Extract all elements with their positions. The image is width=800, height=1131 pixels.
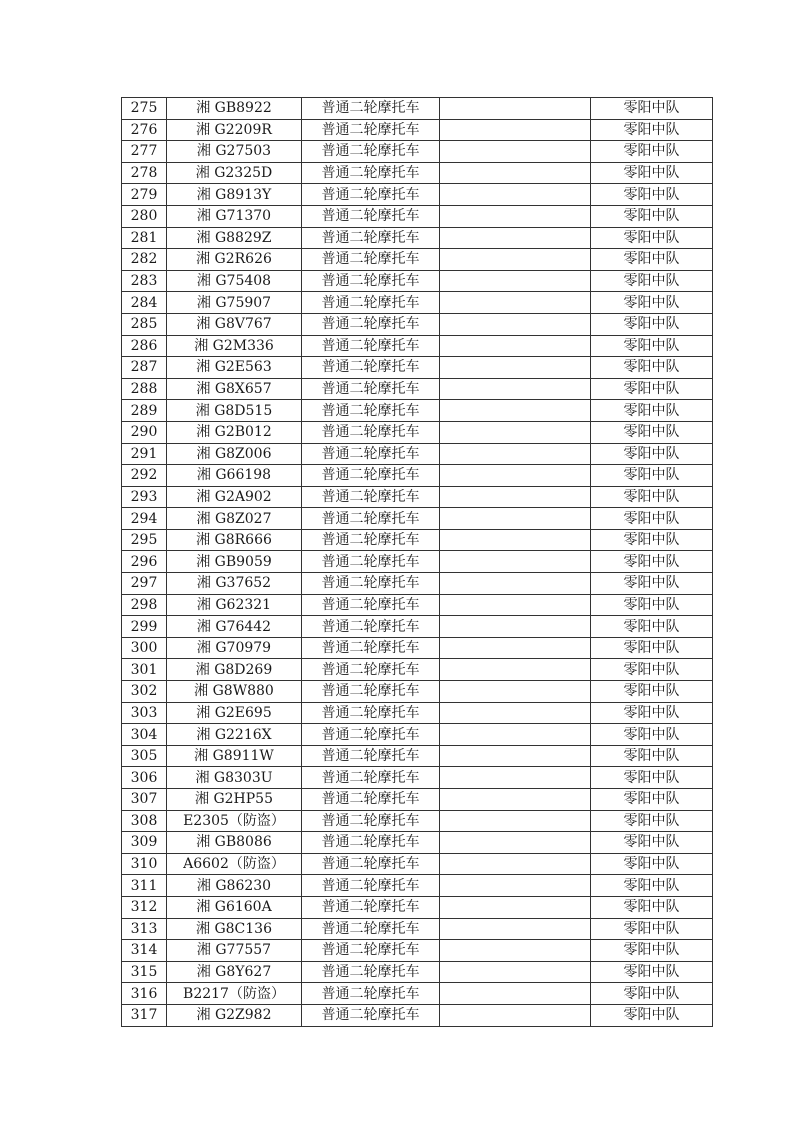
vehicle-type-cell: 普通二轮摩托车 — [302, 918, 440, 940]
unit-cell: 零阳中队 — [591, 573, 713, 595]
note-cell — [440, 227, 591, 249]
table-row — [122, 681, 713, 703]
row-number-cell: 300 — [122, 637, 167, 659]
unit-cell: 零阳中队 — [591, 875, 713, 897]
plate-number-cell: 湘 G75907 — [167, 292, 302, 314]
row-number-cell: 288 — [122, 378, 167, 400]
table-row — [122, 832, 713, 854]
table-row — [122, 357, 713, 379]
plate-number-cell: 湘 G8911W — [167, 745, 302, 767]
note-cell — [440, 659, 591, 681]
vehicle-type-cell: 普通二轮摩托车 — [302, 508, 440, 530]
note-cell — [440, 875, 591, 897]
note-cell — [440, 702, 591, 724]
unit-cell: 零阳中队 — [591, 810, 713, 832]
unit-cell: 零阳中队 — [591, 205, 713, 227]
note-cell — [440, 270, 591, 292]
vehicle-type-cell: 普通二轮摩托车 — [302, 529, 440, 551]
table-row — [122, 789, 713, 811]
row-number-cell: 299 — [122, 616, 167, 638]
vehicle-type-cell: 普通二轮摩托车 — [302, 98, 440, 120]
table-row — [122, 745, 713, 767]
plate-number-cell: 湘 G8D515 — [167, 400, 302, 422]
note-cell — [440, 357, 591, 379]
vehicle-type-cell: 普通二轮摩托车 — [302, 875, 440, 897]
vehicle-type-cell: 普通二轮摩托车 — [302, 378, 440, 400]
note-cell — [440, 637, 591, 659]
note-cell — [440, 681, 591, 703]
row-number-cell: 283 — [122, 270, 167, 292]
note-cell — [440, 616, 591, 638]
vehicle-type-cell: 普通二轮摩托车 — [302, 681, 440, 703]
note-cell — [440, 443, 591, 465]
note-cell — [440, 724, 591, 746]
vehicle-type-cell: 普通二轮摩托车 — [302, 637, 440, 659]
unit-cell: 零阳中队 — [591, 767, 713, 789]
vehicle-type-cell: 普通二轮摩托车 — [302, 270, 440, 292]
vehicle-type-cell: 普通二轮摩托车 — [302, 486, 440, 508]
note-cell — [440, 249, 591, 271]
note-cell — [440, 1004, 591, 1026]
row-number-cell: 287 — [122, 357, 167, 379]
table-row — [122, 767, 713, 789]
unit-cell: 零阳中队 — [591, 616, 713, 638]
vehicle-type-cell: 普通二轮摩托车 — [302, 594, 440, 616]
table-row — [122, 1004, 713, 1026]
row-number-cell: 313 — [122, 918, 167, 940]
unit-cell: 零阳中队 — [591, 421, 713, 443]
plate-number-cell: 湘 GB9059 — [167, 551, 302, 573]
plate-number-cell: 湘 G8913Y — [167, 184, 302, 206]
unit-cell: 零阳中队 — [591, 832, 713, 854]
plate-number-cell: 湘 G2E695 — [167, 702, 302, 724]
unit-cell: 零阳中队 — [591, 378, 713, 400]
vehicle-type-cell: 普通二轮摩托车 — [302, 896, 440, 918]
table-row — [122, 573, 713, 595]
note-cell — [440, 184, 591, 206]
vehicle-table-body — [122, 98, 713, 1027]
note-cell — [440, 853, 591, 875]
vehicle-type-cell: 普通二轮摩托车 — [302, 767, 440, 789]
row-number-cell: 297 — [122, 573, 167, 595]
plate-number-cell: 湘 GB8922 — [167, 98, 302, 120]
plate-number-cell: 湘 G2M336 — [167, 335, 302, 357]
plate-number-cell: 湘 G8829Z — [167, 227, 302, 249]
vehicle-type-cell: 普通二轮摩托车 — [302, 659, 440, 681]
note-cell — [440, 896, 591, 918]
row-number-cell: 317 — [122, 1004, 167, 1026]
plate-number-cell: 湘 G75408 — [167, 270, 302, 292]
unit-cell: 零阳中队 — [591, 508, 713, 530]
note-cell — [440, 832, 591, 854]
unit-cell: 零阳中队 — [591, 681, 713, 703]
plate-number-cell: 湘 GB8086 — [167, 832, 302, 854]
plate-number-cell: 湘 G27503 — [167, 141, 302, 163]
table-row — [122, 896, 713, 918]
unit-cell: 零阳中队 — [591, 335, 713, 357]
table-row — [122, 335, 713, 357]
table-row — [122, 98, 713, 120]
plate-number-cell: 湘 G8D269 — [167, 659, 302, 681]
plate-number-cell: E2305（防盗） — [167, 810, 302, 832]
table-row — [122, 119, 713, 141]
unit-cell: 零阳中队 — [591, 659, 713, 681]
plate-number-cell: 湘 G77557 — [167, 940, 302, 962]
row-number-cell: 316 — [122, 983, 167, 1005]
row-number-cell: 277 — [122, 141, 167, 163]
note-cell — [440, 551, 591, 573]
plate-number-cell: A6602（防盗） — [167, 853, 302, 875]
table-row — [122, 184, 713, 206]
table-row — [122, 162, 713, 184]
unit-cell: 零阳中队 — [591, 227, 713, 249]
row-number-cell: 304 — [122, 724, 167, 746]
row-number-cell: 309 — [122, 832, 167, 854]
plate-number-cell: 湘 G6160A — [167, 896, 302, 918]
table-row — [122, 983, 713, 1005]
vehicle-type-cell: 普通二轮摩托车 — [302, 227, 440, 249]
note-cell — [440, 767, 591, 789]
note-cell — [440, 810, 591, 832]
row-number-cell: 315 — [122, 961, 167, 983]
vehicle-type-cell: 普通二轮摩托车 — [302, 313, 440, 335]
vehicle-type-cell: 普通二轮摩托车 — [302, 832, 440, 854]
unit-cell: 零阳中队 — [591, 162, 713, 184]
note-cell — [440, 421, 591, 443]
row-number-cell: 306 — [122, 767, 167, 789]
note-cell — [440, 98, 591, 120]
note-cell — [440, 162, 591, 184]
unit-cell: 零阳中队 — [591, 313, 713, 335]
plate-number-cell: 湘 G8Z027 — [167, 508, 302, 530]
row-number-cell: 311 — [122, 875, 167, 897]
row-number-cell: 290 — [122, 421, 167, 443]
row-number-cell: 293 — [122, 486, 167, 508]
plate-number-cell: 湘 G8303U — [167, 767, 302, 789]
unit-cell: 零阳中队 — [591, 853, 713, 875]
note-cell — [440, 119, 591, 141]
plate-number-cell: 湘 G2Z982 — [167, 1004, 302, 1026]
table-row — [122, 637, 713, 659]
vehicle-type-cell: 普通二轮摩托车 — [302, 205, 440, 227]
plate-number-cell: 湘 G8Z006 — [167, 443, 302, 465]
unit-cell: 零阳中队 — [591, 961, 713, 983]
vehicle-type-cell: 普通二轮摩托车 — [302, 853, 440, 875]
note-cell — [440, 378, 591, 400]
vehicle-type-cell: 普通二轮摩托车 — [302, 616, 440, 638]
table-row — [122, 551, 713, 573]
unit-cell: 零阳中队 — [591, 141, 713, 163]
table-row — [122, 313, 713, 335]
table-row — [122, 875, 713, 897]
unit-cell: 零阳中队 — [591, 119, 713, 141]
row-number-cell: 312 — [122, 896, 167, 918]
table-row — [122, 465, 713, 487]
plate-number-cell: 湘 G8V767 — [167, 313, 302, 335]
unit-cell: 零阳中队 — [591, 983, 713, 1005]
unit-cell: 零阳中队 — [591, 400, 713, 422]
table-row — [122, 810, 713, 832]
row-number-cell: 281 — [122, 227, 167, 249]
vehicle-type-cell: 普通二轮摩托车 — [302, 141, 440, 163]
unit-cell: 零阳中队 — [591, 896, 713, 918]
vehicle-type-cell: 普通二轮摩托车 — [302, 162, 440, 184]
note-cell — [440, 940, 591, 962]
plate-number-cell: 湘 G71370 — [167, 205, 302, 227]
vehicle-type-cell: 普通二轮摩托车 — [302, 745, 440, 767]
unit-cell: 零阳中队 — [591, 724, 713, 746]
plate-number-cell: 湘 G2E563 — [167, 357, 302, 379]
table-row — [122, 724, 713, 746]
unit-cell: 零阳中队 — [591, 637, 713, 659]
table-row — [122, 659, 713, 681]
unit-cell: 零阳中队 — [591, 745, 713, 767]
plate-number-cell: B2217（防盗） — [167, 983, 302, 1005]
note-cell — [440, 594, 591, 616]
plate-number-cell: 湘 G8C136 — [167, 918, 302, 940]
unit-cell: 零阳中队 — [591, 292, 713, 314]
unit-cell: 零阳中队 — [591, 465, 713, 487]
vehicle-type-cell: 普通二轮摩托车 — [302, 724, 440, 746]
row-number-cell: 275 — [122, 98, 167, 120]
table-row — [122, 702, 713, 724]
row-number-cell: 314 — [122, 940, 167, 962]
table-row — [122, 961, 713, 983]
vehicle-type-cell: 普通二轮摩托车 — [302, 249, 440, 271]
vehicle-type-cell: 普通二轮摩托车 — [302, 789, 440, 811]
table-row — [122, 616, 713, 638]
plate-number-cell: 湘 G2R626 — [167, 249, 302, 271]
row-number-cell: 303 — [122, 702, 167, 724]
row-number-cell: 295 — [122, 529, 167, 551]
vehicle-type-cell: 普通二轮摩托车 — [302, 983, 440, 1005]
table-row — [122, 249, 713, 271]
row-number-cell: 298 — [122, 594, 167, 616]
table-row — [122, 853, 713, 875]
row-number-cell: 307 — [122, 789, 167, 811]
row-number-cell: 282 — [122, 249, 167, 271]
plate-number-cell: 湘 G62321 — [167, 594, 302, 616]
row-number-cell: 276 — [122, 119, 167, 141]
vehicle-type-cell: 普通二轮摩托车 — [302, 702, 440, 724]
vehicle-type-cell: 普通二轮摩托车 — [302, 357, 440, 379]
plate-number-cell: 湘 G76442 — [167, 616, 302, 638]
vehicle-type-cell: 普通二轮摩托车 — [302, 421, 440, 443]
vehicle-type-cell: 普通二轮摩托车 — [302, 400, 440, 422]
row-number-cell: 286 — [122, 335, 167, 357]
unit-cell: 零阳中队 — [591, 702, 713, 724]
table-row — [122, 205, 713, 227]
vehicle-type-cell: 普通二轮摩托车 — [302, 335, 440, 357]
vehicle-type-cell: 普通二轮摩托车 — [302, 443, 440, 465]
table-row — [122, 918, 713, 940]
table-row — [122, 529, 713, 551]
note-cell — [440, 918, 591, 940]
plate-number-cell: 湘 G66198 — [167, 465, 302, 487]
note-cell — [440, 508, 591, 530]
unit-cell: 零阳中队 — [591, 486, 713, 508]
plate-number-cell: 湘 G2209R — [167, 119, 302, 141]
table-row — [122, 443, 713, 465]
note-cell — [440, 486, 591, 508]
note-cell — [440, 745, 591, 767]
row-number-cell: 280 — [122, 205, 167, 227]
table-row — [122, 227, 713, 249]
row-number-cell: 285 — [122, 313, 167, 335]
row-number-cell: 294 — [122, 508, 167, 530]
row-number-cell: 289 — [122, 400, 167, 422]
vehicle-type-cell: 普通二轮摩托车 — [302, 184, 440, 206]
plate-number-cell: 湘 G2B012 — [167, 421, 302, 443]
row-number-cell: 296 — [122, 551, 167, 573]
vehicle-type-cell: 普通二轮摩托车 — [302, 940, 440, 962]
plate-number-cell: 湘 G37652 — [167, 573, 302, 595]
note-cell — [440, 205, 591, 227]
note-cell — [440, 529, 591, 551]
note-cell — [440, 141, 591, 163]
unit-cell: 零阳中队 — [591, 249, 713, 271]
note-cell — [440, 292, 591, 314]
plate-number-cell: 湘 G8X657 — [167, 378, 302, 400]
unit-cell: 零阳中队 — [591, 98, 713, 120]
row-number-cell: 305 — [122, 745, 167, 767]
row-number-cell: 302 — [122, 681, 167, 703]
plate-number-cell: 湘 G8W880 — [167, 681, 302, 703]
note-cell — [440, 400, 591, 422]
table-row — [122, 270, 713, 292]
table-row — [122, 400, 713, 422]
unit-cell: 零阳中队 — [591, 357, 713, 379]
plate-number-cell: 湘 G8Y627 — [167, 961, 302, 983]
vehicle-type-cell: 普通二轮摩托车 — [302, 810, 440, 832]
vehicle-table — [121, 97, 713, 1027]
row-number-cell: 291 — [122, 443, 167, 465]
row-number-cell: 278 — [122, 162, 167, 184]
plate-number-cell: 湘 G2HP55 — [167, 789, 302, 811]
note-cell — [440, 961, 591, 983]
plate-number-cell: 湘 G2A902 — [167, 486, 302, 508]
row-number-cell: 310 — [122, 853, 167, 875]
table-row — [122, 378, 713, 400]
row-number-cell: 292 — [122, 465, 167, 487]
vehicle-type-cell: 普通二轮摩托车 — [302, 1004, 440, 1026]
unit-cell: 零阳中队 — [591, 551, 713, 573]
note-cell — [440, 313, 591, 335]
row-number-cell: 284 — [122, 292, 167, 314]
unit-cell: 零阳中队 — [591, 1004, 713, 1026]
unit-cell: 零阳中队 — [591, 918, 713, 940]
plate-number-cell: 湘 G70979 — [167, 637, 302, 659]
table-row — [122, 594, 713, 616]
vehicle-type-cell: 普通二轮摩托车 — [302, 961, 440, 983]
vehicle-type-cell: 普通二轮摩托车 — [302, 551, 440, 573]
vehicle-type-cell: 普通二轮摩托车 — [302, 465, 440, 487]
note-cell — [440, 573, 591, 595]
table-row — [122, 486, 713, 508]
unit-cell: 零阳中队 — [591, 789, 713, 811]
plate-number-cell: 湘 G8R666 — [167, 529, 302, 551]
plate-number-cell: 湘 G86230 — [167, 875, 302, 897]
plate-number-cell: 湘 G2216X — [167, 724, 302, 746]
table-row — [122, 421, 713, 443]
unit-cell: 零阳中队 — [591, 594, 713, 616]
row-number-cell: 308 — [122, 810, 167, 832]
table-row — [122, 141, 713, 163]
vehicle-type-cell: 普通二轮摩托车 — [302, 573, 440, 595]
unit-cell: 零阳中队 — [591, 443, 713, 465]
unit-cell: 零阳中队 — [591, 529, 713, 551]
vehicle-type-cell: 普通二轮摩托车 — [302, 119, 440, 141]
row-number-cell: 301 — [122, 659, 167, 681]
note-cell — [440, 983, 591, 1005]
note-cell — [440, 789, 591, 811]
table-row — [122, 508, 713, 530]
unit-cell: 零阳中队 — [591, 940, 713, 962]
unit-cell: 零阳中队 — [591, 184, 713, 206]
row-number-cell: 279 — [122, 184, 167, 206]
plate-number-cell: 湘 G2325D — [167, 162, 302, 184]
unit-cell: 零阳中队 — [591, 270, 713, 292]
table-row — [122, 292, 713, 314]
table-row — [122, 940, 713, 962]
note-cell — [440, 465, 591, 487]
vehicle-type-cell: 普通二轮摩托车 — [302, 292, 440, 314]
note-cell — [440, 335, 591, 357]
